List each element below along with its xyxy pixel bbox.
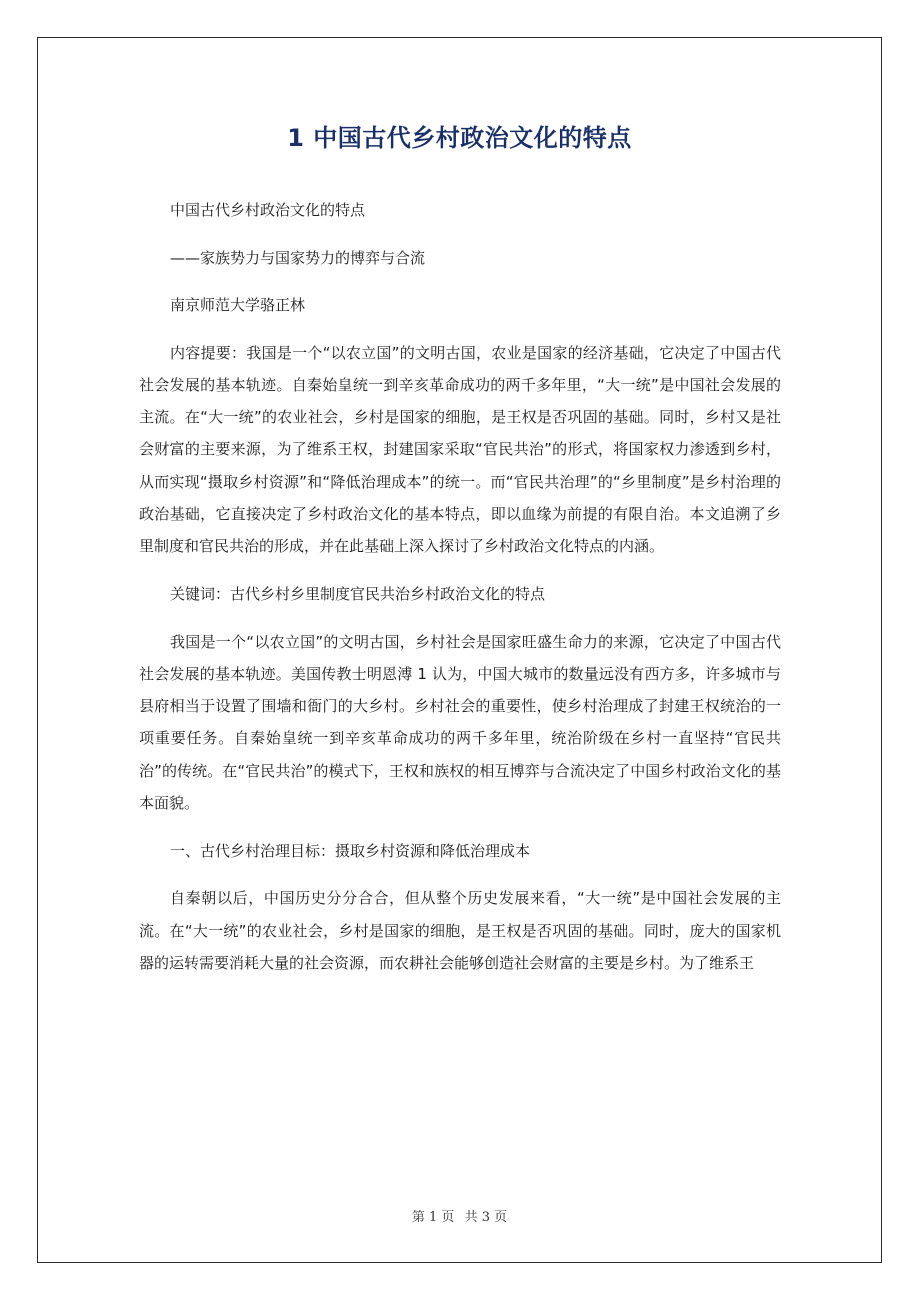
section-heading: 一、古代乡村治理目标：摄取乡村资源和降低治理成本 xyxy=(170,841,531,860)
keywords-line: 关键词：古代乡村乡里制度官民共治乡村政治文化的特点 xyxy=(170,585,546,604)
page-footer xyxy=(37,1206,882,1225)
page-total: 共 3 页 xyxy=(464,1210,508,1225)
intro-paragraph: 我国是一个“以农立国”的文明古国，乡村社会是国家旺盛生命力的来源，它决定了中国古代社会发展的基本轨迹。美国传教士明恩溥 1 认为，中国大城市的数量远没有西方多，许多城市与县府相当于设置了围墙和衙门的大乡村。乡村社会的重要性，使乡村治理成了封建王权统治的一项重要任务。自秦始皇统一到辛亥革命成功的两千多年里，统治阶级在乡村一直坚持“官民共治”的传统。在“官民共治”的模式下，王权和族权的相互博弈与合流决定了中国乡村政治文化的基本面貌。 xyxy=(139,632,781,813)
document-body xyxy=(139,194,781,995)
document-title: 1 中国古代乡村政治文化的特点 xyxy=(287,124,632,152)
subtitle-line: ——家族势力与国家势力的博弈与合流 xyxy=(170,248,426,267)
heading-line: 中国古代乡村政治文化的特点 xyxy=(170,201,366,219)
author-line: 南京师范大学骆正林 xyxy=(170,296,306,314)
abstract-paragraph: 内容提要：我国是一个“以农立国”的文明古国，农业是国家的经济基础，它决定了中国古代社会发展的基本轨迹。自秦始皇统一到辛亥革命成功的两千多年里，“大一统”是中国社会发展的主流。在“大一统”的农业社会，乡村是国家的细胞，是王权是否巩固的基础。同时，乡村又是社会财富的主要来源，为了维系王权，封建国家采取“官民共治”的形式，将国家权力渗透到乡村，从而实现“摄取乡村资源”和“降低治理成本”的统一。而“官民共治理”的“乡里制度”是乡村治理的政治基础，它直接决定了乡村政治文化的基本特点，即以血缘为前提的有限自治。本文追溯了乡里制度和官民共治的形成，并在此基础上深入探讨了乡村政治文化特点的内涵。 xyxy=(139,343,781,556)
page-number: 第 1 页 xyxy=(411,1210,455,1225)
section-paragraph: 自秦朝以后，中国历史分分合合，但从整个历史发展来看，“大一统”是中国社会发展的主流。在“大一统”的农业社会，乡村是国家的细胞，是王权是否巩固的基础。同时，庞大的国家机器的运转需要消耗大量的社会资源，而农耕社会能够创造社会财富的主要是乡村。为了维系王 xyxy=(139,889,781,972)
